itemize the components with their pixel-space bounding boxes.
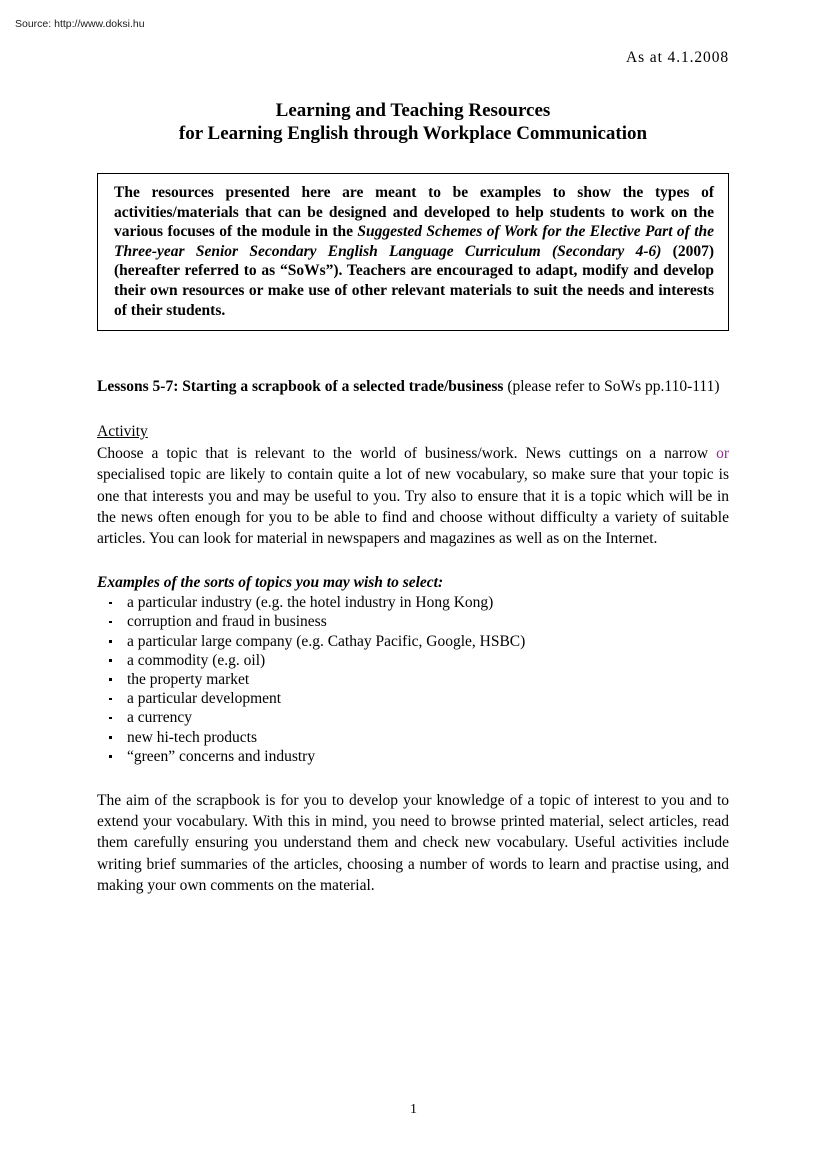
- list-item-label: a commodity (e.g. oil): [127, 651, 266, 669]
- list-item-label: a particular development: [127, 690, 282, 708]
- list-item-label: a particular industry (e.g. the hotel industry in Hong Kong): [127, 594, 494, 612]
- list-item-label: a particular large company (e.g. Cathay Pacific, Google, HSBC): [127, 632, 526, 650]
- list-item-label: “green” concerns and industry: [127, 747, 316, 765]
- intro-text-part-1: The resources presented here are meant to be examples to show the types of activities/materials that can be designed and developed to help students to work on the various focuses of the module in the: [114, 184, 714, 241]
- lessons-heading-bold: Lessons 5-7: Starting a scrapbook of a selected trade/business: [97, 378, 504, 396]
- list-item: [97, 670, 729, 689]
- list-item-label: new hi-tech products: [127, 728, 257, 746]
- activity-paragraph-part-1: Choose a topic that is relevant to the world of business/work. News cuttings on a narrow: [97, 445, 717, 463]
- document-content-column: [97, 0, 729, 896]
- page-number: 1: [410, 1102, 417, 1117]
- bullet-dot-icon: [109, 659, 112, 662]
- activity-section: [97, 397, 729, 549]
- list-item: [97, 708, 729, 727]
- activity-paragraph-part-2: specialised topic are likely to contain quite a lot of new vocabulary, so make sure that your topic is one that interests you and may be useful to you. Try also to ensure that it is a topic which will be in the news often enough for you to be able to find and choose without difficulty a variety of suitable articles. You can look for material in newspapers and magazines as well as on the Internet.: [97, 466, 729, 547]
- page-title: [97, 100, 729, 145]
- bullet-dot-icon: [109, 736, 112, 739]
- topic-examples-list: [97, 593, 729, 766]
- closing-paragraph: The aim of the scrapbook is for you to develop your knowledge of a topic of interest to you and to extend your vocabulary. With this in mind, you need to browse printed material, select articles, read them carefully ensuring you understand them and check new vocabulary. Useful activities include writing brief summaries of the articles, choosing a number of words to learn and practise using, and making your own comments on the material.: [97, 792, 729, 894]
- activity-paragraph: [97, 443, 729, 549]
- list-item-label: the property market: [127, 670, 250, 688]
- bullet-dot-icon: [109, 698, 112, 701]
- intro-text-part-3: (2007) (hereafter referred to as “SoWs”). Teachers are encouraged to adapt, modify and develop their own resources or make use of other relevant materials to suit the needs and interests of their students.: [114, 242, 714, 319]
- bullet-dot-icon: [109, 678, 112, 681]
- bullet-dot-icon: [109, 755, 112, 758]
- list-item: [97, 593, 729, 612]
- list-item: [97, 689, 729, 708]
- bullet-dot-icon: [109, 640, 112, 643]
- bullet-dot-icon: [109, 717, 112, 720]
- list-item: [97, 651, 729, 670]
- lessons-heading-reference: (please refer to SoWs pp.110-111): [503, 378, 720, 396]
- intro-text-italic-title: Suggested Schemes of Work for the Elective Part of the Three-year Senior Secondary English Language Curriculum (Secondary 4-6): [114, 223, 714, 260]
- list-item: [97, 632, 729, 651]
- list-item-label: a currency: [127, 709, 192, 727]
- page-title-line-2: for Learning English through Workplace Communication: [178, 122, 648, 144]
- page-title-line-1: Learning and Teaching Resources: [275, 100, 551, 121]
- list-item-label: corruption and fraud in business: [127, 613, 327, 631]
- list-item: [97, 728, 729, 747]
- list-item: [97, 612, 729, 631]
- bullet-dot-icon: [109, 602, 112, 605]
- activity-label: Activity: [97, 423, 148, 441]
- intro-callout-box: [97, 173, 729, 331]
- activity-paragraph-highlighted-word: or: [716, 445, 729, 463]
- as-at-date: As at 4.1.2008: [625, 49, 729, 66]
- source-url-label: Source: http://www.doksi.hu: [15, 18, 145, 30]
- lessons-heading: [97, 376, 729, 397]
- bullet-dot-icon: [109, 621, 112, 624]
- list-item: [97, 747, 729, 766]
- examples-heading: Examples of the sorts of topics you may wish to select:: [97, 574, 444, 592]
